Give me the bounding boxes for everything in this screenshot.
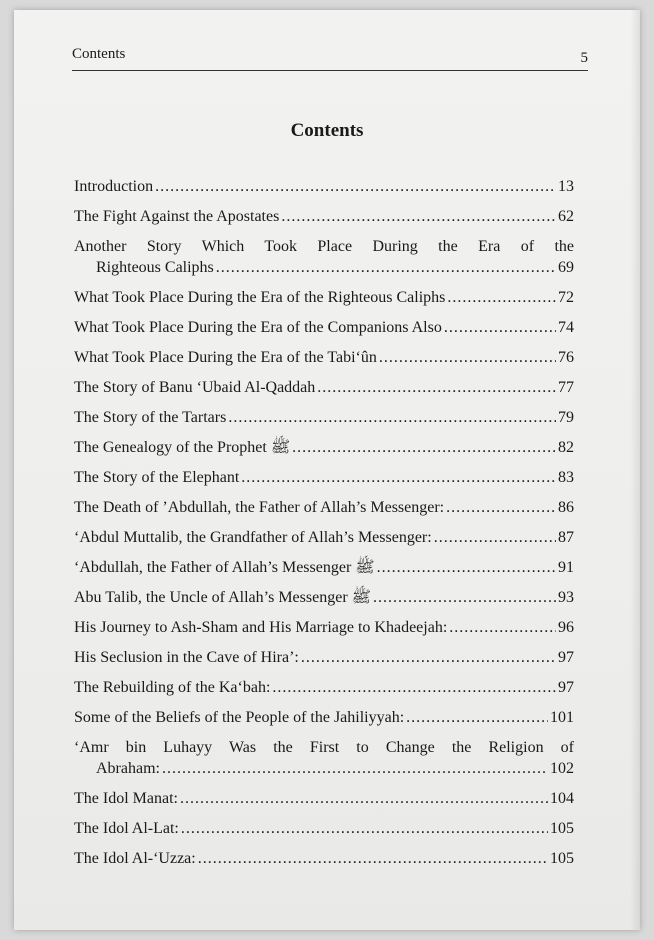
toc-entry-line	[74, 497, 574, 518]
toc-entry	[74, 206, 574, 227]
dot-leader	[377, 557, 556, 578]
toc-entry	[74, 347, 574, 368]
dot-leader	[181, 818, 548, 839]
toc-entry-title: Righteous Caliphs	[96, 259, 214, 276]
toc-entry-line	[74, 377, 574, 398]
toc-entry-page: 74	[558, 319, 574, 336]
dot-leader	[281, 206, 556, 227]
toc-entry	[74, 497, 574, 518]
toc-entry-page: 91	[558, 559, 574, 576]
dot-leader	[272, 677, 556, 698]
toc-entry	[74, 707, 574, 728]
toc-entry-page: 79	[558, 409, 574, 426]
toc-entry-line	[74, 347, 574, 368]
toc-entry-title: The Story of the Tartars	[74, 409, 227, 426]
toc-entry-title: The Idol Al-Lat:	[74, 820, 179, 837]
toc-entry	[74, 527, 574, 548]
toc-entry-line	[74, 587, 574, 608]
dot-leader	[317, 377, 556, 398]
dot-leader	[447, 287, 556, 308]
toc-entry-page: 96	[558, 619, 574, 636]
toc-entry	[74, 617, 574, 638]
toc-entry-title: The Genealogy of the Prophet ﷺ	[74, 439, 291, 456]
toc-entry-page: 72	[558, 289, 574, 306]
toc-entry	[74, 467, 574, 488]
dot-leader	[228, 407, 556, 428]
toc-entry-line	[74, 206, 574, 227]
toc-entry-line	[74, 707, 574, 728]
toc-entry-line	[74, 407, 574, 428]
toc-entry	[74, 788, 574, 809]
toc-entry	[74, 737, 574, 779]
toc-entry-line	[74, 758, 574, 779]
dot-leader	[292, 437, 556, 458]
toc-entry-line	[74, 527, 574, 548]
running-header	[72, 44, 588, 71]
toc-entry-line	[74, 317, 574, 338]
table-of-contents	[74, 176, 574, 878]
toc-entry-page: 105	[550, 820, 574, 837]
toc-entry-line	[74, 437, 574, 458]
toc-entry-title: Some of the Beliefs of the People of the Jahiliyyah:	[74, 709, 405, 726]
toc-entry-page: 76	[558, 349, 574, 366]
toc-entry-line	[74, 818, 574, 839]
dot-leader	[446, 497, 556, 518]
toc-entry-line	[74, 677, 574, 698]
toc-entry-title: The Death of ’Abdullah, the Father of Allah’s Messenger:	[74, 499, 445, 516]
toc-entry-title: His Seclusion in the Cave of Hira’:	[74, 649, 299, 666]
toc-entry	[74, 677, 574, 698]
dot-leader	[301, 647, 556, 668]
toc-entry-line	[74, 287, 574, 308]
dot-leader	[216, 257, 556, 278]
toc-entry-title: The Fight Against the Apostates	[74, 208, 280, 225]
toc-entry-line	[74, 257, 574, 278]
toc-entry	[74, 176, 574, 197]
toc-entry-page: 82	[558, 439, 574, 456]
toc-entry	[74, 437, 574, 458]
toc-entry-title: The Story of the Elephant	[74, 469, 240, 486]
toc-entry-title: ‘Abdul Muttalib, the Grandfather of Allah’s Messenger:	[74, 529, 432, 546]
toc-entry	[74, 587, 574, 608]
toc-entry-page: 77	[558, 379, 574, 396]
dot-leader	[180, 788, 548, 809]
toc-entry-title: Abu Talib, the Uncle of Allah’s Messenger ﷺ	[74, 589, 371, 606]
toc-entry-title: The Rebuilding of the Ka‘bah:	[74, 679, 271, 696]
toc-entry	[74, 647, 574, 668]
toc-entry-page: 69	[558, 259, 574, 276]
toc-entry-page: 97	[558, 679, 574, 696]
toc-entry-title-line: Another Story Which Took Place During the Era of the	[74, 238, 574, 255]
toc-entry	[74, 287, 574, 308]
toc-entry	[74, 818, 574, 839]
toc-entry-page: 13	[558, 178, 574, 195]
dot-leader	[449, 617, 556, 638]
page-edge-shadow	[630, 10, 640, 930]
toc-entry	[74, 557, 574, 578]
toc-entry-line	[74, 788, 574, 809]
toc-entry-page: 87	[558, 529, 574, 546]
toc-entry-page: 93	[558, 589, 574, 606]
dot-leader	[444, 317, 556, 338]
toc-entry-line	[74, 467, 574, 488]
dot-leader	[241, 467, 556, 488]
toc-heading: Contents	[290, 120, 364, 141]
toc-entry-page: 62	[558, 208, 574, 225]
toc-entry-title: Introduction	[74, 178, 154, 195]
toc-entry-page: 97	[558, 649, 574, 666]
dot-leader	[379, 347, 556, 368]
toc-entry-page: 104	[550, 790, 574, 807]
dot-leader	[198, 848, 548, 869]
toc-entry-page: 101	[550, 709, 574, 726]
dot-leader	[162, 758, 548, 779]
toc-entry-line	[74, 176, 574, 197]
toc-entry-title: What Took Place During the Era of the Righteous Caliphs	[74, 289, 446, 306]
toc-entry-line	[74, 557, 574, 578]
page-number: 5	[580, 50, 588, 66]
running-title: Contents	[72, 46, 126, 62]
dot-leader	[434, 527, 556, 548]
toc-entry	[74, 377, 574, 398]
toc-entry-title: ‘Abdullah, the Father of Allah’s Messenger ﷺ	[74, 559, 375, 576]
toc-entry-page: 102	[550, 760, 574, 777]
toc-entry	[74, 317, 574, 338]
toc-entry-page: 105	[550, 850, 574, 867]
toc-entry-line	[74, 647, 574, 668]
toc-entry-title-line: ‘Amr bin Luhayy Was the First to Change the Religion of	[74, 739, 574, 756]
toc-entry-title: What Took Place During the Era of the Companions Also	[74, 319, 442, 336]
toc-entry	[74, 848, 574, 869]
toc-entry-title: The Idol Al-‘Uzza:	[74, 850, 196, 867]
toc-entry-title: Abraham:	[96, 760, 160, 777]
book-page	[14, 10, 640, 930]
toc-entry-title: The Story of Banu ‘Ubaid Al-Qaddah	[74, 379, 316, 396]
toc-entry	[74, 407, 574, 428]
toc-entry-page: 83	[558, 469, 574, 486]
dot-leader	[155, 176, 556, 197]
toc-entry-line	[74, 848, 574, 869]
dot-leader	[406, 707, 548, 728]
toc-entry	[74, 236, 574, 278]
toc-entry-title: His Journey to Ash-Sham and His Marriage to Khadeejah:	[74, 619, 448, 636]
toc-entry-page: 86	[558, 499, 574, 516]
toc-entry-line	[74, 617, 574, 638]
toc-entry-title: The Idol Manat:	[74, 790, 178, 807]
dot-leader	[373, 587, 556, 608]
toc-entry-title: What Took Place During the Era of the Tabi‘ûn	[74, 349, 377, 366]
